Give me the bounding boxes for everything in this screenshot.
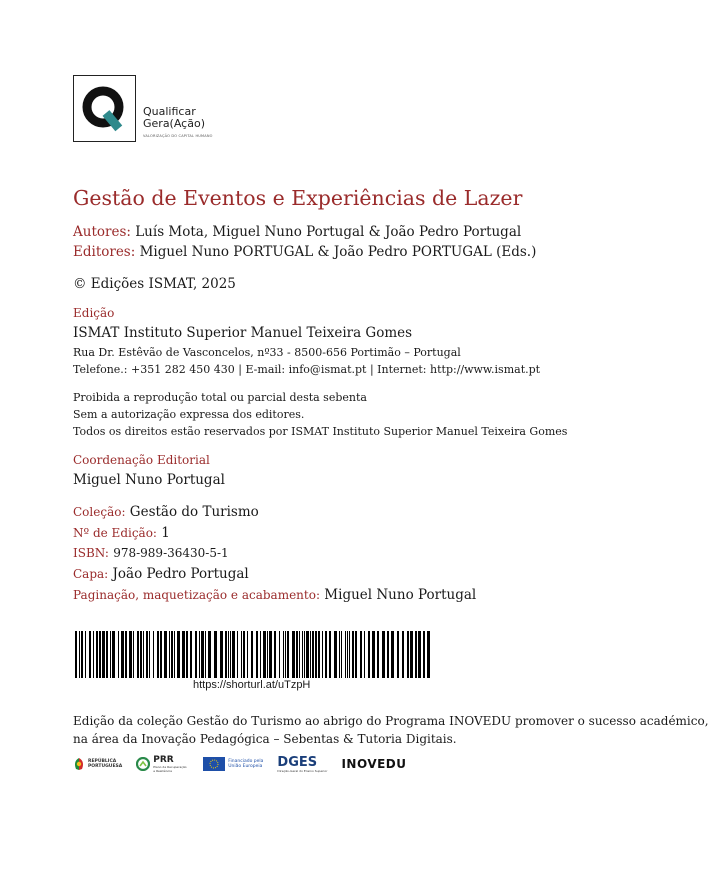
barcode <box>75 631 432 678</box>
footer-line-1: Edição da coleção Gestão do Turismo ao abrigo do Programa INOVEDU promover o sucesso académico, <box>73 714 709 728</box>
detail-collection <box>73 504 259 520</box>
email-label: E-mail: <box>245 363 286 376</box>
barcode-bar <box>260 631 261 678</box>
barcode-bar <box>310 631 311 678</box>
barcode-bar <box>157 631 159 678</box>
inovedu-logo <box>341 757 406 771</box>
editors-label: Editores: <box>73 244 136 260</box>
detail-value: João Pedro Portugal <box>112 566 249 582</box>
barcode-bar <box>423 631 425 678</box>
detail-value: Miguel Nuno Portugal <box>324 587 477 603</box>
detail-value: 978-989-36430-5-1 <box>113 546 229 560</box>
barcode-bar <box>341 631 342 678</box>
qualificar-logo-text <box>143 106 213 142</box>
barcode-bar <box>208 631 211 678</box>
barcode-bar <box>355 631 357 678</box>
barcode-bar <box>205 631 206 678</box>
book-title: Gestão de Eventos e Experiências de Lazer <box>73 186 523 210</box>
barcode-bar <box>312 631 314 678</box>
barcode-bar <box>256 631 258 678</box>
barcode-bar <box>269 631 272 678</box>
authors-value: Luís Mota, Miguel Nuno Portugal & João Pedro Portugal <box>135 224 522 240</box>
barcode-bar <box>102 631 105 678</box>
rights-line-2: Sem a autorização expressa dos editores. <box>73 408 305 421</box>
dges-text: DGES <box>277 754 318 770</box>
barcode-bar <box>186 631 188 678</box>
prr-logo <box>136 756 189 773</box>
barcode-bar <box>118 631 119 678</box>
barcode-bar <box>418 631 421 678</box>
barcode-bar <box>79 631 80 678</box>
barcode-bar <box>96 631 98 678</box>
barcode-bar <box>347 631 348 678</box>
republica-flag-icon <box>73 757 85 771</box>
barcode-bar <box>285 631 286 678</box>
barcode-bar <box>85 631 86 678</box>
internet-value[interactable]: http://www.ismat.pt <box>430 363 541 376</box>
barcode-bar <box>251 631 253 678</box>
barcode-bar <box>125 631 127 678</box>
barcode-bar <box>164 631 167 678</box>
barcode-bar <box>407 631 409 678</box>
barcode-bar <box>129 631 132 678</box>
coordination-value: Miguel Nuno Portugal <box>73 472 225 488</box>
barcode-bar <box>364 631 365 678</box>
qualificar-logo-box <box>73 75 136 142</box>
qualificar-q-icon <box>81 84 129 134</box>
barcode-bar <box>93 631 94 678</box>
barcode-bar <box>263 631 266 678</box>
barcode-bar <box>140 631 142 678</box>
barcode-bar <box>190 631 192 678</box>
republica-portuguesa-logo <box>73 757 122 771</box>
eu-line2: União Europeia <box>228 764 263 769</box>
barcode-bar <box>177 631 180 678</box>
barcode-bar <box>243 631 245 678</box>
barcode-bar <box>279 631 280 678</box>
detail-label: Nº de Edição: <box>73 526 157 540</box>
barcode-bar <box>391 631 394 678</box>
authors-line <box>73 224 521 240</box>
barcode-bar <box>387 631 389 678</box>
edition-institution: ISMAT Instituto Superior Manuel Teixeira Gomes <box>73 325 413 341</box>
logo-line1: Qualificar <box>143 105 196 118</box>
logo-tagline: VALORIZAÇÃO DO CAPITAL HUMANO <box>143 134 213 138</box>
detail-edition-number <box>73 525 170 541</box>
barcode-bar <box>339 631 340 678</box>
barcode-bar <box>292 631 295 678</box>
detail-label: Capa: <box>73 567 109 581</box>
barcode-bar <box>121 631 124 678</box>
barcode-bar <box>201 631 204 678</box>
barcode-bar <box>352 631 354 678</box>
barcode-bar <box>214 631 217 678</box>
internet-label: Internet: <box>377 363 427 376</box>
authors-label: Autores: <box>73 224 131 240</box>
barcode-bar <box>169 631 170 678</box>
barcode-bar <box>322 631 323 678</box>
barcode-bar <box>220 631 223 678</box>
email-value[interactable]: info@ismat.pt <box>288 363 367 376</box>
separator: | <box>369 363 374 376</box>
barcode-bar <box>283 631 284 678</box>
barcode-bar <box>329 631 331 678</box>
barcode-bar <box>182 631 185 678</box>
barcode-bar <box>410 631 413 678</box>
barcode-bar <box>143 631 144 678</box>
barcode-bar <box>195 631 197 678</box>
barcode-bar <box>415 631 417 678</box>
eu-line1: Financiado pela <box>228 759 264 764</box>
prr-text: PRR <box>153 754 174 765</box>
detail-isbn <box>73 545 229 561</box>
prr-leaf-icon <box>136 757 150 771</box>
separator: | <box>238 363 242 376</box>
barcode-bar <box>149 631 150 678</box>
barcode-bar <box>137 631 139 678</box>
funder-logos <box>73 754 407 774</box>
barcode-bar <box>146 631 148 678</box>
barcode-bar <box>334 631 337 678</box>
barcode-bar <box>247 631 248 678</box>
barcode-bar <box>397 631 399 678</box>
barcode-bar <box>75 631 77 678</box>
detail-label: ISBN: <box>73 546 109 560</box>
detail-value: Gestão do Turismo <box>129 504 259 520</box>
barcode-bar <box>274 631 276 678</box>
republica-line2: PORTUGUESA <box>88 764 123 769</box>
barcode-bar <box>402 631 404 678</box>
republica-line1: REPÚBLICA <box>88 759 117 764</box>
edition-contacts <box>73 363 540 376</box>
barcode-bar <box>230 631 231 678</box>
barcode-bar <box>382 631 385 678</box>
copyright: © Edições ISMAT, 2025 <box>73 276 236 292</box>
rights-line-1: Proibida a reprodução total ou parcial desta sebenta <box>73 391 367 404</box>
barcode-bar <box>318 631 320 678</box>
eu-funding-logo <box>203 757 263 771</box>
barcode-bar <box>110 631 111 678</box>
barcode-bar <box>360 631 362 678</box>
barcode-bar <box>199 631 200 678</box>
logo-line2: Gera(Ação) <box>143 117 205 130</box>
barcode-bar <box>372 631 375 678</box>
barcode-bar <box>106 631 108 678</box>
barcode-bar <box>427 631 430 678</box>
barcode-bar <box>171 631 173 678</box>
barcode-bar <box>89 631 91 678</box>
barcode-bar <box>153 631 154 678</box>
barcode-bar <box>325 631 327 678</box>
barcode-bar <box>377 631 379 678</box>
barcode-bar <box>315 631 317 678</box>
dges-logo <box>277 756 327 773</box>
detail-cover <box>73 566 249 582</box>
barcode-bar <box>237 631 238 678</box>
barcode-bar <box>299 631 300 678</box>
barcode-bar <box>99 631 101 678</box>
rights-line-3: Todos os direitos estão reservados por ISMAT Instituto Superior Manuel Teixeira Gomes <box>73 425 568 438</box>
dges-sub: Direção-Geral do Ensino Superior <box>277 768 328 773</box>
barcode-bar <box>232 631 235 678</box>
detail-label: Coleção: <box>73 505 126 519</box>
barcode-bar <box>349 631 350 678</box>
footer-line-2: na área da Inovação Pedagógica – Sebentas & Tutoria Digitais. <box>73 732 457 746</box>
barcode-bar <box>112 631 115 678</box>
coordination-label: Coordenação Editorial <box>73 453 210 467</box>
barcode-bar <box>81 631 83 678</box>
barcode-bar <box>304 631 305 678</box>
detail-value: 1 <box>161 525 170 541</box>
footer-note <box>73 712 709 748</box>
editors-line <box>73 244 536 260</box>
edition-address: Rua Dr. Estêvão de Vasconcelos, nº33 - 8500-656 Portimão – Portugal <box>73 346 461 359</box>
phone-value: +351 282 450 430 <box>131 363 235 376</box>
edition-label: Edição <box>73 306 115 320</box>
barcode-url[interactable]: https://shorturl.at/uTzpH <box>193 679 311 691</box>
barcode-bar <box>160 631 162 678</box>
barcode-bar <box>133 631 134 678</box>
inovedu-text: INOVEDU <box>341 757 407 771</box>
barcode-bar <box>241 631 242 678</box>
barcode-bar <box>228 631 229 678</box>
eu-flag-icon <box>203 757 225 771</box>
barcode-bar <box>174 631 175 678</box>
detail-label: Paginação, maquetização e acabamento: <box>73 588 320 602</box>
editors-value: Miguel Nuno PORTUGAL & João Pedro PORTUGAL (Eds.) <box>139 244 537 260</box>
prr-sub: Plano de Recuperação e Resiliência <box>153 764 187 773</box>
barcode-bar <box>345 631 346 678</box>
barcode-bar <box>302 631 303 678</box>
barcode-bar <box>296 631 298 678</box>
barcode-bar <box>267 631 268 678</box>
barcode-bar <box>225 631 227 678</box>
detail-layout <box>73 587 476 603</box>
barcode-bar <box>306 631 309 678</box>
barcode-bar <box>287 631 289 678</box>
phone-label: Telefone.: <box>73 363 128 376</box>
barcode-bar <box>368 631 370 678</box>
